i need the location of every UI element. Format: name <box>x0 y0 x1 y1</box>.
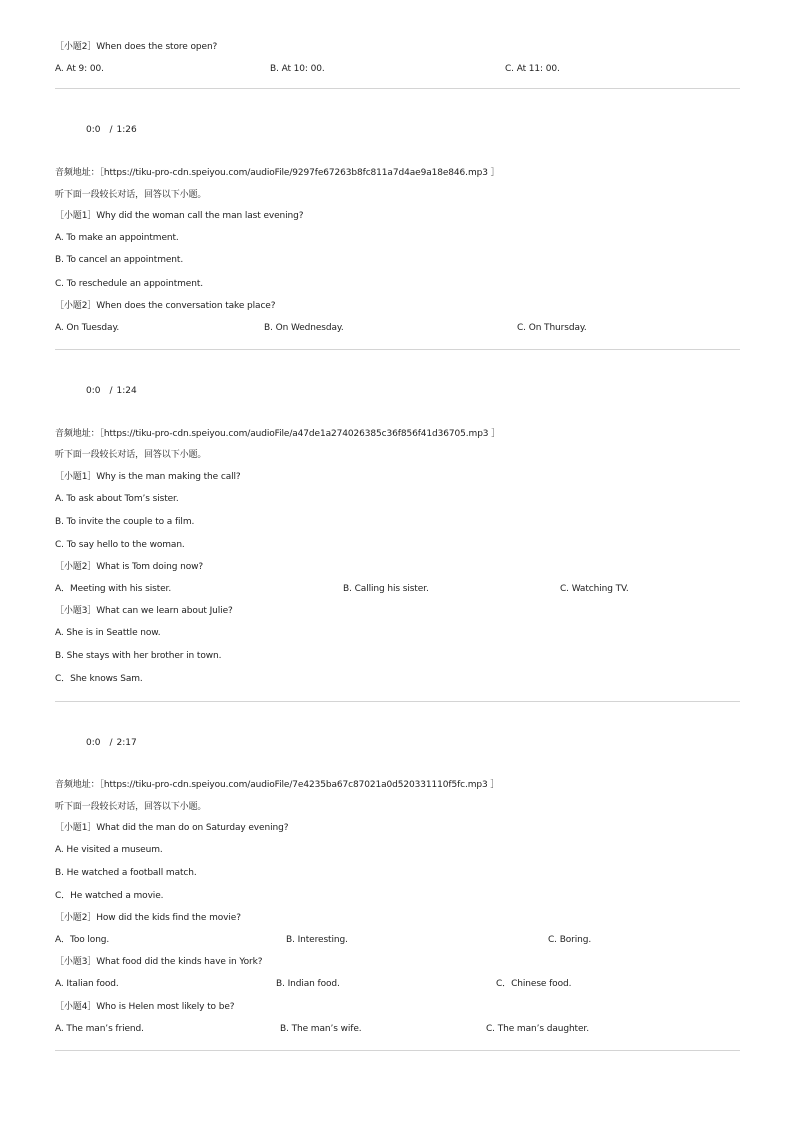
option-a[interactable]: A. To make an appointment. <box>55 233 179 243</box>
question-prompt: ［小题1］What did the man do on Saturday evening? <box>55 823 289 833</box>
question-prompt: ［小题3］What can we learn about Julie? <box>55 606 233 616</box>
option-b[interactable]: B. Calling his sister. <box>343 584 429 594</box>
question-prompt: ［小题2］How did the kids find the movie? <box>55 913 241 923</box>
option-c[interactable]: C. On Thursday. <box>517 323 587 333</box>
option-c[interactable]: C．Chinese food. <box>496 979 572 989</box>
audio-url[interactable]: 音频地址：［https://tiku-pro-cdn.speiyou.com/audioFile/a47de1a274026385c36f856f41d36705.mp3 ］ <box>55 429 501 439</box>
question-prompt: ［小题3］What food did the kinds have in York? <box>55 957 263 967</box>
question-prompt: ［小题2］When does the store open? <box>55 42 218 52</box>
section-instruction: 听下面一段较长对话，回答以下小题。 <box>55 190 207 200</box>
option-b[interactable]: B. At 10: 00. <box>270 64 325 74</box>
section-divider <box>55 349 740 350</box>
option-b[interactable]: B. To invite the couple to a film. <box>55 517 195 527</box>
section-divider <box>55 1050 740 1051</box>
option-b[interactable]: B. He watched a football match. <box>55 868 197 878</box>
question-prompt: ［小题2］What is Tom doing now? <box>55 562 204 572</box>
question-prompt: ［小题1］Why is the man making the call? <box>55 472 241 482</box>
option-a[interactable]: A. He visited a museum. <box>55 845 163 855</box>
audio-current-time: 0:0 <box>86 738 101 748</box>
audio-player[interactable]: 0:0 / 2:17 <box>86 738 137 748</box>
audio-player[interactable]: 0:0 / 1:24 <box>86 386 137 396</box>
option-a[interactable]: A. At 9: 00. <box>55 64 104 74</box>
option-b[interactable]: B. The man’s wife. <box>280 1024 362 1034</box>
audio-duration: 1:24 <box>116 386 137 396</box>
option-c[interactable]: C. Boring. <box>548 935 592 945</box>
section-divider <box>55 88 740 89</box>
audio-duration: 1:26 <box>116 125 137 135</box>
option-a[interactable]: A. The man’s friend. <box>55 1024 144 1034</box>
option-c[interactable]: C．He watched a movie. <box>55 891 164 901</box>
option-a[interactable]: A. She is in Seattle now. <box>55 628 161 638</box>
option-c[interactable]: C. Watching TV. <box>560 584 629 594</box>
option-c[interactable]: C. To reschedule an appointment. <box>55 279 204 289</box>
audio-duration: 2:17 <box>116 738 137 748</box>
section-instruction: 听下面一段较长对话，回答以下小题。 <box>55 802 207 812</box>
question-prompt: ［小题1］Why did the woman call the man last evening? <box>55 211 304 221</box>
audio-url[interactable]: 音频地址：［https://tiku-pro-cdn.speiyou.com/audioFile/9297fe67263b8fc811a7d4ae9a18e846.mp3 ］ <box>55 168 500 178</box>
audio-player[interactable]: 0:0 / 1:26 <box>86 125 137 135</box>
option-b[interactable]: B. On Wednesday. <box>264 323 344 333</box>
section-instruction: 听下面一段较长对话，回答以下小题。 <box>55 450 207 460</box>
option-a[interactable]: A．Too long. <box>55 935 110 945</box>
option-c[interactable]: C. The man’s daughter. <box>486 1024 589 1034</box>
audio-current-time: 0:0 <box>86 386 101 396</box>
option-b[interactable]: B. She stays with her brother in town. <box>55 651 222 661</box>
audio-current-time: 0:0 <box>86 125 101 135</box>
option-c[interactable]: C. At 11: 00. <box>505 64 560 74</box>
audio-url[interactable]: 音频地址：［https://tiku-pro-cdn.speiyou.com/audioFile/7e4235ba67c87021a0d520331110f5fc.mp3 ］ <box>55 780 500 790</box>
question-prompt: ［小题2］When does the conversation take place? <box>55 301 276 311</box>
option-a[interactable]: A. On Tuesday. <box>55 323 120 333</box>
option-a[interactable]: A. Italian food. <box>55 979 119 989</box>
option-c[interactable]: C. To say hello to the woman. <box>55 540 185 550</box>
option-b[interactable]: B. Interesting. <box>286 935 348 945</box>
section-divider <box>55 701 740 702</box>
option-a[interactable]: A．Meeting with his sister. <box>55 584 172 594</box>
option-c[interactable]: C．She knows Sam. <box>55 674 143 684</box>
question-prompt: ［小题4］Who is Helen most likely to be? <box>55 1002 235 1012</box>
option-b[interactable]: B. Indian food. <box>276 979 340 989</box>
option-b[interactable]: B. To cancel an appointment. <box>55 255 184 265</box>
option-a[interactable]: A. To ask about Tom’s sister. <box>55 494 179 504</box>
